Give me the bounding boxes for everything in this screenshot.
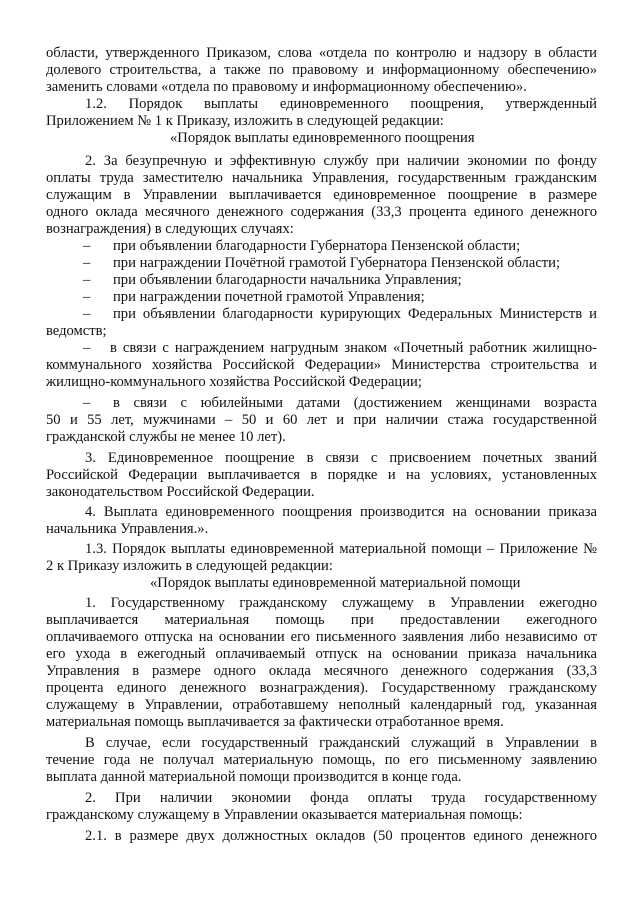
text-line: 2.1. в размере двух должностных окладов (50 процентов единого денежного xyxy=(85,828,597,844)
text-line: процента единого денежного вознаграждения). Государственному гражданскому xyxy=(46,680,597,696)
text-line: служащему в Управлении, отработавшему неполный календарный год, указанная xyxy=(46,697,597,713)
text-line: законодательством Российской Федерации. xyxy=(46,484,315,500)
text-line: 3. Единовременное поощрение в связи с присвоением почетных званий xyxy=(85,450,597,466)
text-line: 2. При наличии экономии фонда оплаты труда государственному xyxy=(85,790,597,806)
text-line: оплаты труда заместителю начальника Управления, государственным гражданским xyxy=(46,170,597,186)
text-line: 2. За безупречную и эффективную службу при наличии экономии по фонду xyxy=(85,153,597,169)
text-line: ведомств; xyxy=(46,323,107,339)
list-dash: – xyxy=(83,395,91,411)
text-line: коммунального хозяйства Российской Федерации» Министерства строительства и xyxy=(46,357,597,373)
text-line: материальная помощь выплачивается за фактически отработанное время. xyxy=(46,714,504,730)
text-line: одного оклада месячного денежного содержания (33,3 процента единого денежного xyxy=(46,204,597,220)
list-dash: – xyxy=(83,238,91,254)
text-line: 4. Выплата единовременного поощрения производится на основании приказа xyxy=(85,504,597,520)
text-line: его ухода в ежегодный оплачиваемый отпуск на основании приказа начальника xyxy=(46,646,597,662)
section-heading: «Порядок выплаты единовременного поощрения xyxy=(170,130,475,146)
text-line: гражданской службы не менее 10 лет). xyxy=(46,429,286,445)
text-line: течение года не получал материальную помощь, по его письменному заявлению xyxy=(46,752,597,768)
list-dash: – xyxy=(83,306,91,322)
list-item: при объявлении благодарности начальника Управления; xyxy=(113,272,462,288)
list-item: в связи с юбилейными датами (достижением женщинами возраста xyxy=(113,395,597,411)
text-line: вознаграждения) в следующих случаях: xyxy=(46,221,294,237)
list-item: при награждении Почётной грамотой Губернатора Пензенской области; xyxy=(113,255,561,271)
list-item: при награждении почетной грамотой Управления; xyxy=(113,289,425,305)
text-line: 1.3. Порядок выплаты единовременной материальной помощи – Приложение № xyxy=(85,541,597,557)
text-line: Приложением № 1 к Приказу, изложить в следующей редакции: xyxy=(46,113,444,129)
text-line: Управления в размере одного оклада месячного денежного содержания (33,3 xyxy=(46,663,597,679)
text-line: Российской Федерации выплачивается в порядке и на условиях, установленных xyxy=(46,467,597,483)
text-line: гражданскому служащему в Управлении оказывается материальная помощь: xyxy=(46,807,523,823)
text-line: служащим в Управлении выплачивается единовременное поощрение в размере xyxy=(46,187,597,203)
text-line: 1. Государственному гражданскому служащему в Управлении ежегодно xyxy=(85,595,597,611)
text-line: области, утвержденного Приказом, слова «отдела по контролю и надзору в области xyxy=(46,45,597,61)
section-heading: «Порядок выплаты единовременной материальной помощи xyxy=(150,575,521,591)
text-line: жилищно-коммунального хозяйства Российской Федерации; xyxy=(46,374,422,390)
text-line: заменить словами «отдела по правовому и информационному обеспечению». xyxy=(46,79,527,95)
text-line: выплата данной материальной помощи производится в конце года. xyxy=(46,769,462,785)
list-item: в связи с награждением нагрудным знаком «Почетный работник жилищно- xyxy=(110,340,597,356)
text-line: 50 и 55 лет, мужчинами – 50 и 60 лет и при наличии стажа государственной xyxy=(46,412,597,428)
text-line: В случае, если государственный гражданский служащий в Управлении в xyxy=(85,735,597,751)
list-dash: – xyxy=(83,272,91,288)
list-dash: – xyxy=(83,255,91,271)
list-dash: – xyxy=(83,289,91,305)
text-line: 2 к Приказу изложить в следующей редакции: xyxy=(46,558,333,574)
list-item: при объявлении благодарности Губернатора Пензенской области; xyxy=(113,238,521,254)
text-line: долевого строительства, а также по правовому и информационному обеспечению» xyxy=(46,62,597,78)
list-item: при объявлении благодарности курирующих Федеральных Министерств и xyxy=(113,306,597,322)
text-line: выплачивается материальная помощь при предоставлении ежегодного xyxy=(46,612,597,628)
text-line: начальника Управления.». xyxy=(46,521,209,537)
text-line: оплачиваемого отпуска на основании его письменного заявления либо независимо от xyxy=(46,629,597,645)
text-line: 1.2. Порядок выплаты единовременного поощрения, утвержденный xyxy=(85,96,597,112)
list-dash: – xyxy=(83,340,91,356)
